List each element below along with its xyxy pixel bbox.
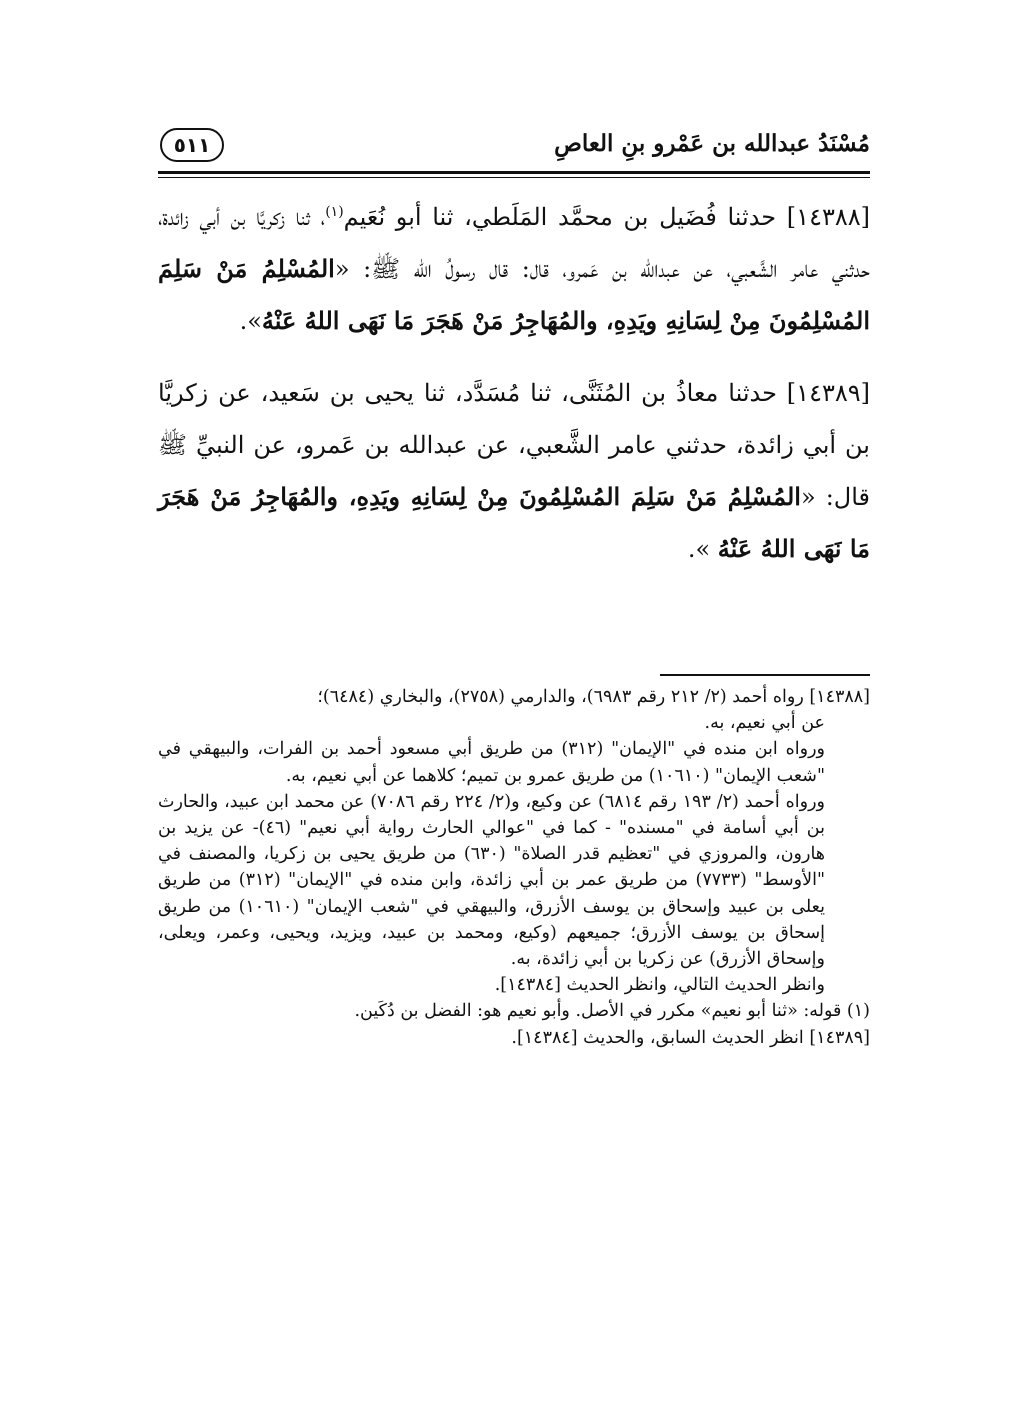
hadith-number: [١٤٣٨٩] <box>786 379 870 407</box>
main-text <box>158 186 870 575</box>
hadith-paragraph-14388 <box>158 186 870 347</box>
closing-quote: ». <box>239 307 262 335</box>
footnote-line: وانظر الحديث التالي، وانظر الحديث [١٤٣٨٤]. <box>494 975 825 996</box>
hadith-matn: المُسْلِمُ مَنْ سَلِمَ المُسْلِمُونَ مِنْ لِسَانِهِ ويَدِهِ، والمُهَاجِرُ مَنْ هَجَرَ مَا نَهَى اللهُ عَنْهُ <box>158 482 870 563</box>
footnote-ref: (١) <box>325 204 344 220</box>
footnote-line: عن أبي نعيم، به. <box>704 713 825 734</box>
isnad-text: ، ثنا زكريَّا بن أبي زائدة، حدثني عامر الشَّعبي، عن عبدالله بن عَمرو، قال: قال رسولُ الله ﷺ: « <box>158 203 870 283</box>
hadith-paragraph-14389 <box>158 367 870 575</box>
footnotes <box>158 684 870 1051</box>
footnote-separator <box>660 674 870 676</box>
page-number-badge: ٥١١ <box>160 128 224 162</box>
closing-quote: ». <box>687 535 718 563</box>
footnote-line: ورواه ابن منده في "الإيمان" (٣١٢) من طريق أبي مسعود أحمد بن الفرات، والبيهقي في "شعب الإيمان" (١٠٦١٠) من طريق عمرو بن تميم؛ كلاهما عن أبي نعيم، به. <box>158 739 825 786</box>
header-rule-thick <box>158 171 870 174</box>
running-title: مُسْنَدُ عبدالله بن عَمْرو بنِ العاصِ <box>554 130 870 157</box>
footnote-14389: [١٤٣٨٩] انظر الحديث السابق، والحديث [١٤٣٨٤]. <box>511 1027 870 1048</box>
hadith-number: [١٤٣٨٨] <box>786 203 870 231</box>
footnote-14388: [١٤٣٨٨] رواه أحمد (٢/ ٢١٢ رقم ٦٩٨٣)، والدارمي (٢٧٥٨)، والبخاري (٦٤٨٤)؛ <box>317 687 870 707</box>
isnad-text: حدثنا فُضَيل بن محمَّد المَلَطي، ثنا أبو نُعَيم <box>343 203 787 231</box>
page-header <box>158 120 870 172</box>
header-rule-thin <box>158 177 870 178</box>
footnote-1: (١) قوله: «ثنا أبو نعيم» مكرر في الأصل. وأبو نعيم هو: الفضل بن دُكَين. <box>354 1001 870 1022</box>
isnad-text: حدثنا معاذُ بن المُثَنَّى، ثنا مُسَدَّد، ثنا يحيى بن سَعيد، عن زكريَّا بن أبي زائدة، حدثني عامر الشَّعبي، عن عبدالله بن عَمرو، عن النبيِّ ﷺ قال: « <box>158 379 871 511</box>
hadith-matn: المُسْلِمُ مَنْ سَلِمَ المُسْلِمُونَ مِنْ لِسَانِهِ ويَدِهِ، والمُهَاجِرُ مَنْ هَجَرَ مَا نَهَى اللهُ عَنْهُ <box>158 254 870 335</box>
page <box>158 0 870 1416</box>
footnote-line: ورواه أحمد (٢/ ١٩٣ رقم ٦٨١٤) عن وكيع، و(٢/ ٢٢٤ رقم ٧٠٨٦) عن محمد ابن عبيد، والحارث بن أبي أسامة في "مسنده" - كما في "عوالي الحارث رواية أبي نعيم" (٤٦)- عن يزيد بن هارون، والمروزي في "تعظيم قدر الصلاة" (٦٣٠) من طريق يحيى بن زكريا، والمصنف في "الأوسط" (٧٧٣٣) من طريق عمر بن أبي زائدة، وابن منده في "الإيمان" (٣١٢) من طريق يعلى بن عبيد وإسحاق بن يوسف الأزرق، والبيهقي في "شعب الإيمان" (١٠٦١٠) من طريق إسحاق بن يوسف الأزرق؛ جميعهم (وكيع، ومحمد بن عبيد، ويزيد، ويحيى، وعمر، ويعلى، وإسحاق الأزرق) عن زكريا بن أبي زائدة، به. <box>158 791 826 970</box>
